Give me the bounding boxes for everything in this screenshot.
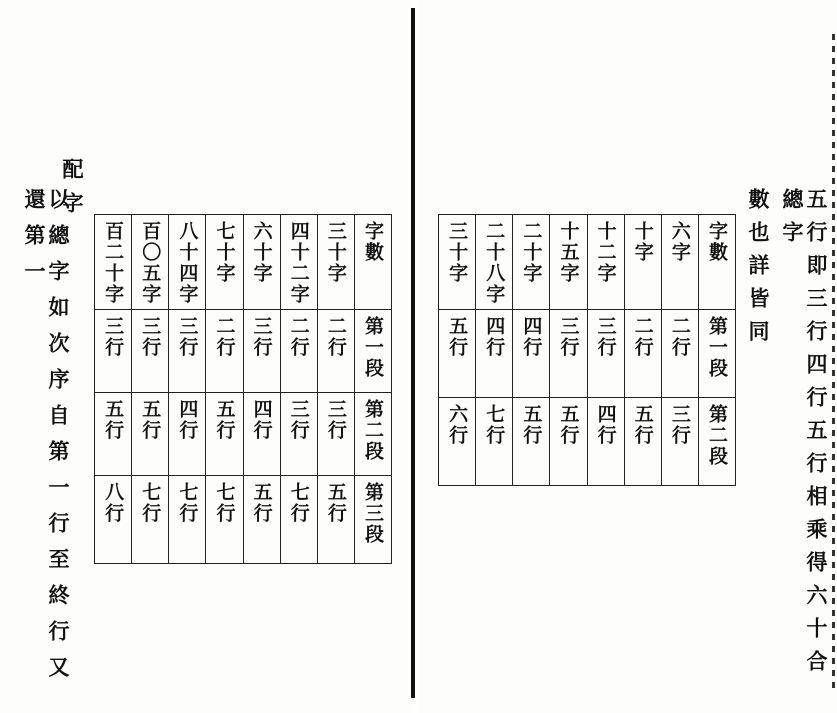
header-cell — [476, 215, 513, 310]
right-text-column-2: 數也詳皆同 — [746, 188, 771, 353]
table-cell — [95, 393, 132, 476]
header-cell — [661, 215, 698, 310]
cell-text: 四行 — [176, 399, 199, 441]
table-cell — [354, 393, 391, 476]
cell-text: 三十字 — [324, 221, 347, 284]
table-cell — [169, 393, 206, 476]
header-cell — [513, 215, 550, 310]
cell-text: 四行 — [483, 316, 506, 358]
table-cell — [550, 398, 587, 486]
cell-text: 五行 — [446, 316, 469, 358]
cell-text: 三行 — [176, 316, 199, 358]
table-cell — [550, 310, 587, 398]
cell-text: 四十二字 — [287, 221, 310, 305]
header-cell — [169, 215, 206, 310]
table-row — [439, 310, 736, 398]
table-cell — [317, 476, 354, 564]
table-cell — [132, 393, 169, 476]
header-cell — [698, 215, 735, 310]
left-table — [94, 214, 392, 564]
table-cell — [587, 310, 624, 398]
table-row — [439, 215, 736, 310]
cell-text: 二行 — [631, 316, 654, 358]
table-cell — [95, 476, 132, 564]
cell-text: 五行 — [102, 399, 125, 441]
table-cell — [661, 398, 698, 486]
table-cell — [354, 310, 391, 393]
cell-text: 七行 — [287, 482, 310, 524]
table-cell — [513, 310, 550, 398]
table-cell — [280, 476, 317, 564]
right-table — [438, 214, 736, 486]
table-cell — [698, 398, 735, 486]
cell-text: 六字 — [668, 221, 691, 263]
table-cell — [624, 310, 661, 398]
table-cell — [243, 310, 280, 393]
table-cell — [354, 476, 391, 564]
header-cell — [206, 215, 243, 310]
cell-text: 七行 — [483, 404, 506, 446]
header-cell — [439, 215, 476, 310]
cell-text: 三行 — [668, 404, 691, 446]
table-cell — [243, 476, 280, 564]
cell-text: 十二字 — [594, 221, 617, 284]
cell-text: 十字 — [631, 221, 654, 263]
cell-text: 十五字 — [557, 221, 580, 284]
cell-text: 第一段 — [705, 316, 728, 379]
cell-text: 七行 — [176, 482, 199, 524]
cell-text: 三行 — [287, 399, 310, 441]
right-text-column-1: 五行即三行四行五行相乘得六十合總字 — [780, 188, 829, 683]
cell-text: 三行 — [139, 316, 162, 358]
table-cell — [243, 393, 280, 476]
cell-text: 五行 — [324, 482, 347, 524]
cell-text: 二行 — [668, 316, 691, 358]
cell-text: 三行 — [250, 316, 273, 358]
cell-text: 五行 — [557, 404, 580, 446]
table-cell — [280, 393, 317, 476]
cell-text: 四行 — [250, 399, 273, 441]
cell-text: 五行 — [139, 399, 162, 441]
cell-text: 四行 — [594, 404, 617, 446]
cell-text: 二行 — [324, 316, 347, 358]
table-cell — [280, 310, 317, 393]
left-page — [0, 0, 412, 713]
table-cell — [317, 310, 354, 393]
left-heading: 配字 — [60, 158, 85, 226]
right-page — [418, 0, 837, 713]
table-cell — [206, 393, 243, 476]
header-cell — [132, 215, 169, 310]
cell-text: 二行 — [287, 316, 310, 358]
header-cell — [587, 215, 624, 310]
cell-text: 四行 — [520, 316, 543, 358]
cell-text: 百〇五字 — [139, 221, 162, 305]
table-cell — [698, 310, 735, 398]
table-cell — [624, 398, 661, 486]
cell-text: 三行 — [557, 316, 580, 358]
table-row — [95, 310, 392, 393]
table-row — [95, 393, 392, 476]
cell-text: 五行 — [520, 404, 543, 446]
cell-text: 字數 — [705, 221, 728, 263]
table-cell — [95, 310, 132, 393]
page-edge-mark — [832, 34, 835, 694]
cell-text: 二行 — [213, 316, 236, 358]
cell-text: 五行 — [213, 399, 236, 441]
table-cell — [513, 398, 550, 486]
cell-text: 七十字 — [213, 221, 236, 284]
cell-text: 五行 — [250, 482, 273, 524]
cell-text: 七行 — [139, 482, 162, 524]
table-cell — [169, 310, 206, 393]
left-text-column: 以總字如次序自第一行至終行又還第一 — [22, 188, 71, 692]
header-cell — [550, 215, 587, 310]
cell-text: 二十八字 — [483, 221, 506, 305]
table-row — [95, 215, 392, 310]
cell-text: 三行 — [594, 316, 617, 358]
book-spine — [411, 8, 415, 698]
table-cell — [132, 310, 169, 393]
header-cell — [317, 215, 354, 310]
cell-text: 八十四字 — [176, 221, 199, 305]
table-cell — [206, 310, 243, 393]
cell-text: 第二段 — [705, 404, 728, 467]
table-row — [95, 476, 392, 564]
header-cell — [243, 215, 280, 310]
cell-text: 二十字 — [520, 221, 543, 284]
cell-text: 三行 — [324, 399, 347, 441]
cell-text: 第一段 — [361, 316, 384, 379]
header-cell — [95, 215, 132, 310]
table-cell — [439, 398, 476, 486]
table-cell — [132, 476, 169, 564]
cell-text: 六十字 — [250, 221, 273, 284]
table-cell — [439, 310, 476, 398]
table-cell — [169, 476, 206, 564]
cell-text: 三十字 — [446, 221, 469, 284]
header-cell — [280, 215, 317, 310]
cell-text: 六行 — [446, 404, 469, 446]
table-row — [439, 398, 736, 486]
cell-text: 三行 — [102, 316, 125, 358]
cell-text: 七行 — [213, 482, 236, 524]
table-cell — [476, 310, 513, 398]
header-cell — [354, 215, 391, 310]
cell-text: 八行 — [102, 482, 125, 524]
table-cell — [661, 310, 698, 398]
table-cell — [587, 398, 624, 486]
table-cell — [206, 476, 243, 564]
cell-text: 第三段 — [361, 482, 384, 545]
cell-text: 第二段 — [361, 399, 384, 462]
header-cell — [624, 215, 661, 310]
table-cell — [317, 393, 354, 476]
table-cell — [476, 398, 513, 486]
cell-text: 百二十字 — [102, 221, 125, 305]
cell-text: 五行 — [631, 404, 654, 446]
cell-text: 字數 — [361, 221, 384, 263]
